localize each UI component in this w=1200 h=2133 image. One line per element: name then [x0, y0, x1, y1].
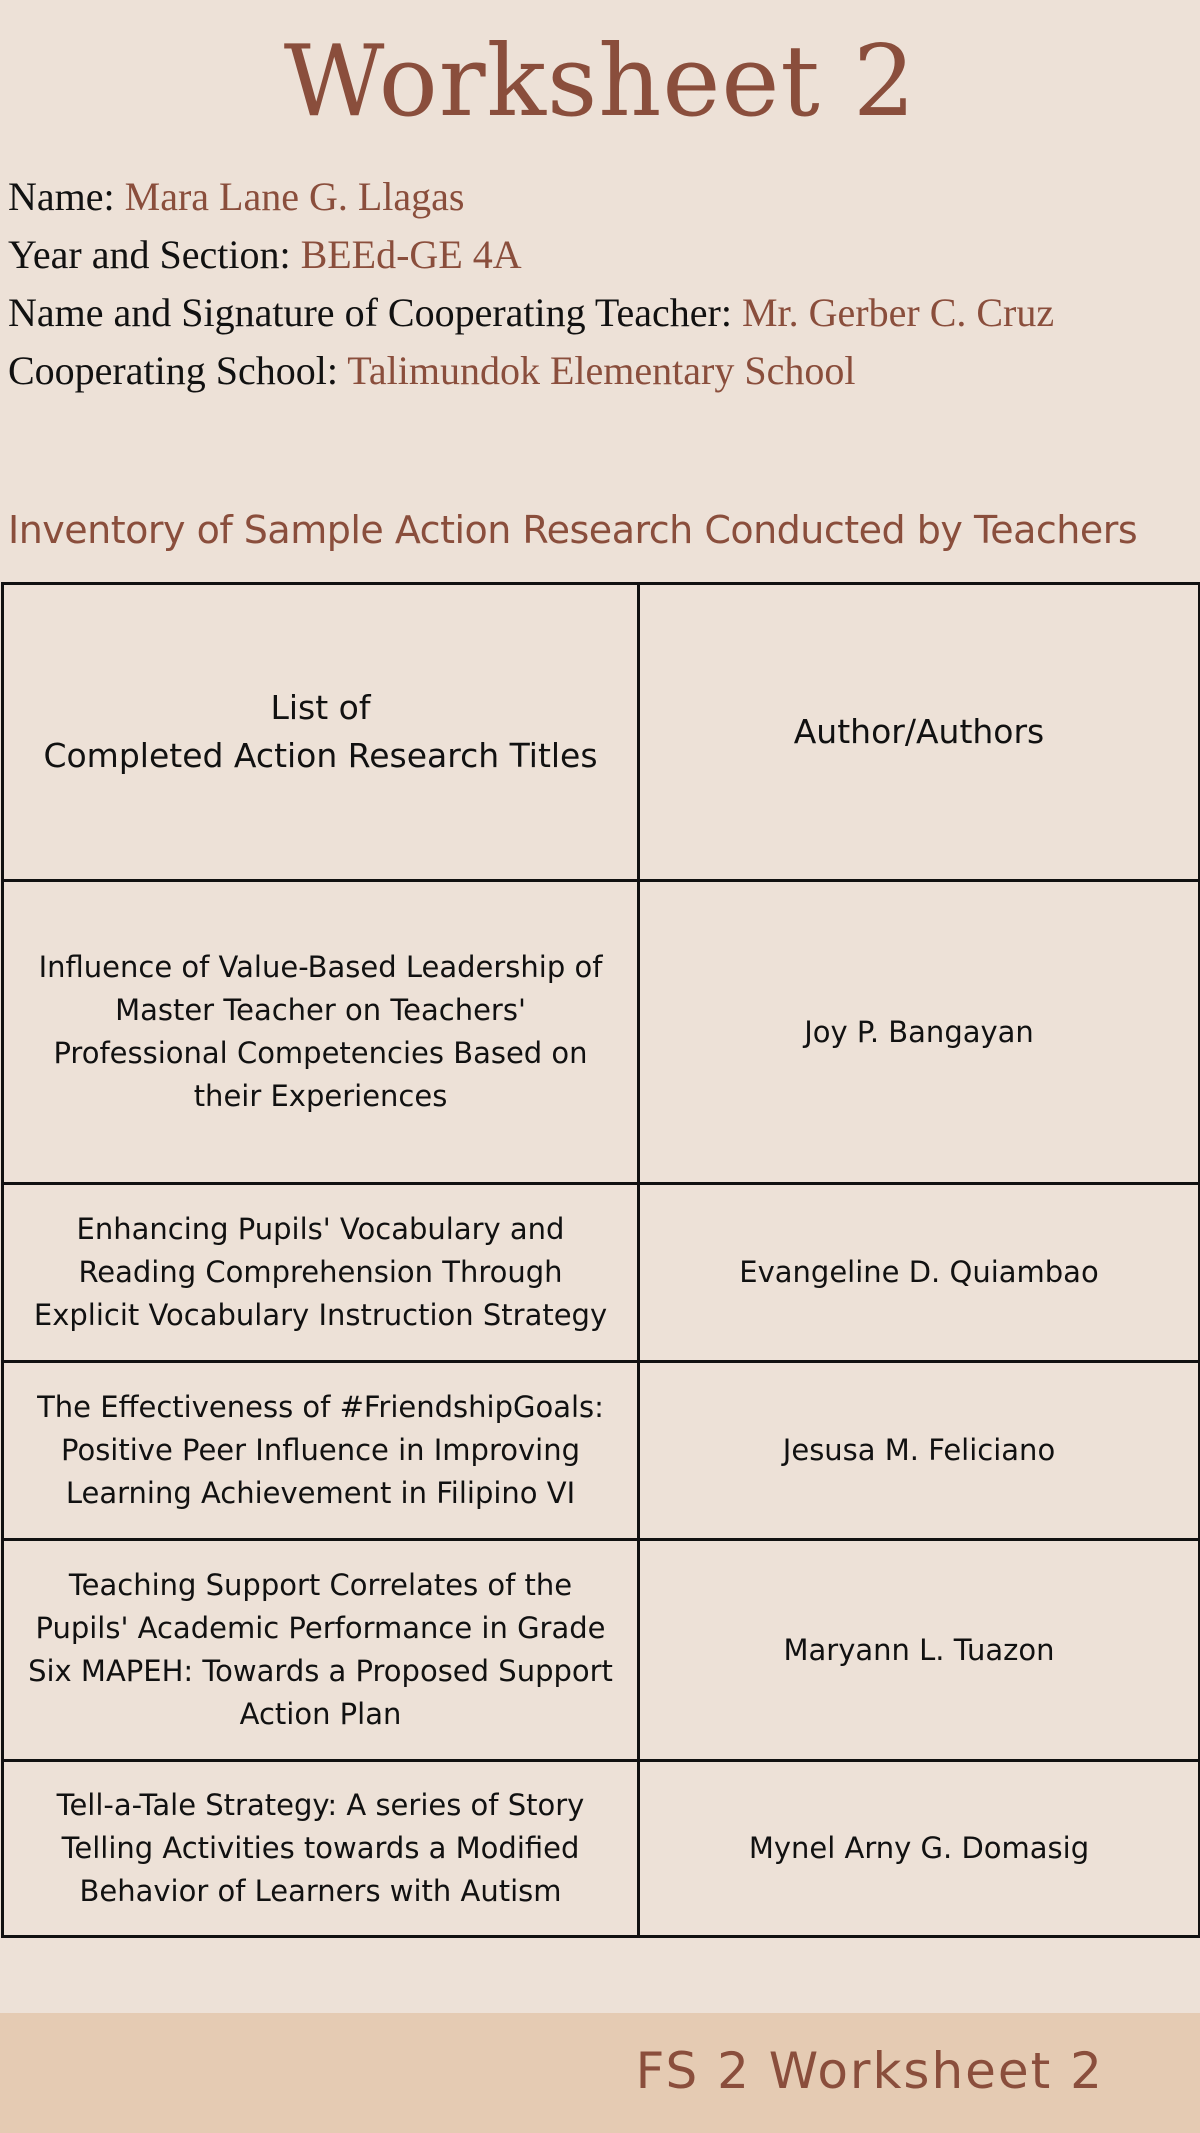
table-row [3, 1184, 1200, 1362]
research-title-cell: The Effectiveness of #FriendshipGoals: Positive Peer Influence in Improving Learning Achievement in Filipino VI [3, 1362, 639, 1540]
teacher-value: Mr. Gerber C. Cruz [741, 290, 1055, 335]
teacher-line [8, 284, 1198, 342]
titles-header-line-2: Completed Action Research Titles [43, 736, 598, 775]
section-heading: Inventory of Sample Action Research Conducted by Teachers [8, 508, 1138, 552]
name-line [8, 168, 1198, 226]
research-title-cell: Tell-a-Tale Strategy: A series of Story Telling Activities towards a Modified Behavior of Learners with Autism [3, 1761, 639, 1937]
author-cell: Evangeline D. Quiambao [639, 1184, 1200, 1362]
table-row [3, 1761, 1200, 1937]
author-cell: Joy P. Bangayan [639, 881, 1200, 1184]
authors-column-header: Author/Authors [639, 584, 1200, 881]
page-title: Worksheet 2 [283, 25, 917, 139]
author-cell: Mynel Arny G. Domasig [639, 1761, 1200, 1937]
name-value: Mara Lane G. Llagas [124, 174, 465, 219]
table-row [3, 1362, 1200, 1540]
school-value: Talimundok Elementary School [347, 348, 856, 393]
section-line [8, 226, 1198, 284]
titles-column-header [3, 584, 639, 881]
school-label: Cooperating School: [8, 348, 348, 393]
action-research-table [1, 582, 1200, 1938]
titles-header-line-1: List of [270, 688, 371, 727]
table-row [3, 881, 1200, 1184]
student-info [8, 168, 1198, 400]
author-cell: Jesusa M. Feliciano [639, 1362, 1200, 1540]
table-row [3, 1540, 1200, 1761]
footer-label: FS 2 Worksheet 2 [635, 2042, 1104, 2100]
research-title-cell: Influence of Value-Based Leadership of Master Teacher on Teachers' Professional Competencies Based on their Experiences [3, 881, 639, 1184]
section-value: BEEd-GE 4A [300, 232, 522, 277]
name-label: Name: [8, 174, 125, 219]
author-cell: Maryann L. Tuazon [639, 1540, 1200, 1761]
section-label: Year and Section: [8, 232, 301, 277]
table-header-row [3, 584, 1200, 881]
research-title-cell: Enhancing Pupils' Vocabulary and Reading Comprehension Through Explicit Vocabulary Instruction Strategy [3, 1184, 639, 1362]
school-line [8, 342, 1198, 400]
teacher-label: Name and Signature of Cooperating Teacher: [8, 290, 742, 335]
footer-band [0, 2013, 1200, 2133]
research-title-cell: Teaching Support Correlates of the Pupils' Academic Performance in Grade Six MAPEH: Towards a Proposed Support Action Plan [3, 1540, 639, 1761]
